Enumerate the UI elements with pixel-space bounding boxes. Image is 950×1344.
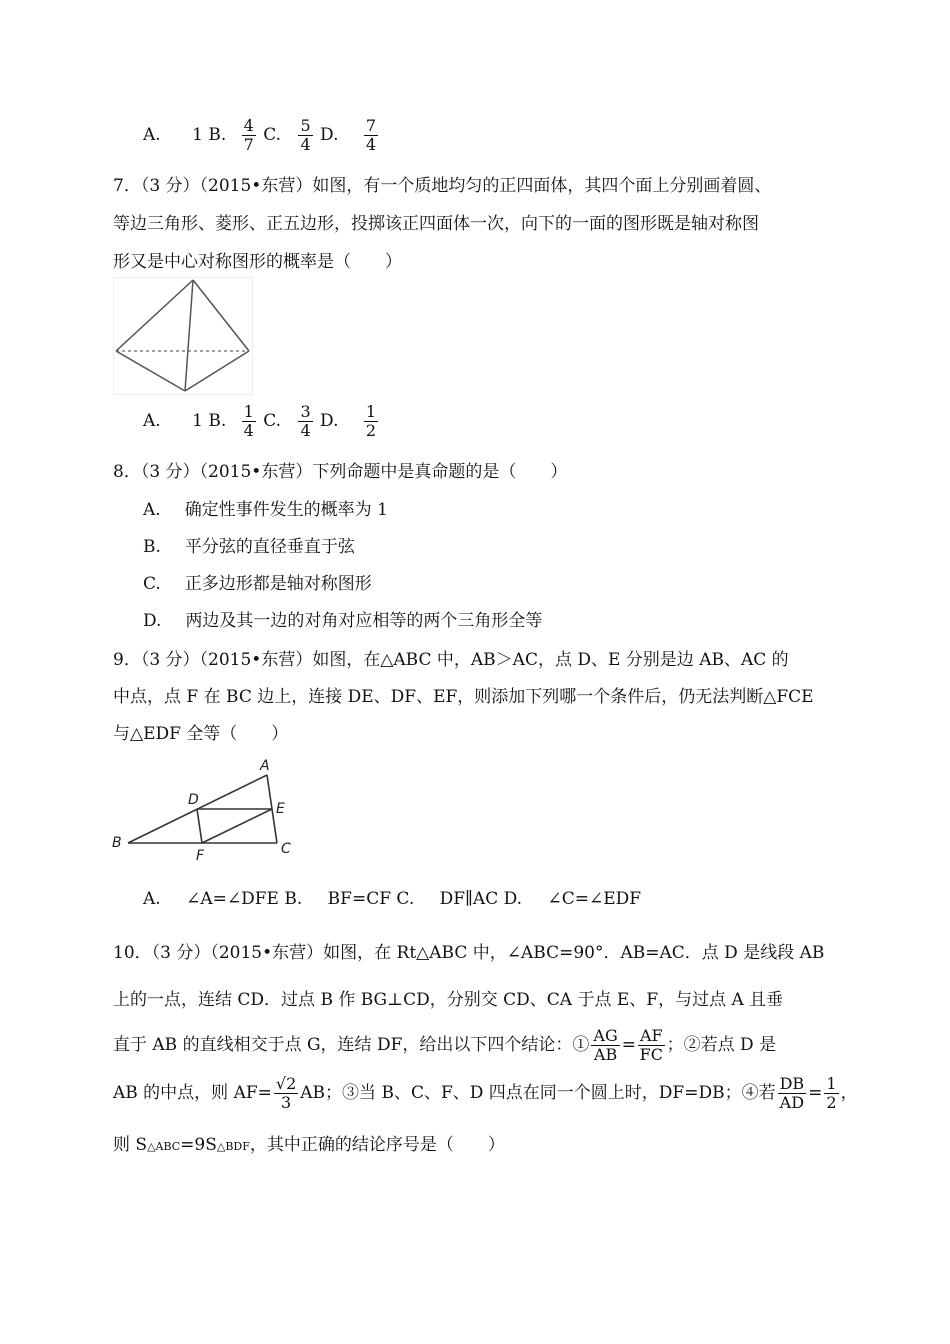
q7-line-1: 7．（3 分）（2015•东营）如图，有一个质地均匀的正四面体，其四个面上分别画着圆、 bbox=[113, 176, 772, 196]
q7-line-3: 形又是中心对称图形的概率是（ ） bbox=[113, 252, 402, 272]
label-e: E bbox=[276, 801, 285, 817]
q8-option-b: B. 平分弦的直径垂直于弦 bbox=[143, 537, 355, 557]
label-d: D bbox=[188, 792, 199, 808]
option-c-label: C. bbox=[263, 125, 282, 145]
figure-frame bbox=[114, 278, 253, 395]
q8-option-a: A. 确定性事件发生的概率为 1 bbox=[143, 500, 388, 520]
option-a-label: A. bbox=[143, 125, 161, 145]
q10-line-4: AB 的中点，则 AF= $\frac{√2}{3}$ AB；③当 B、C、F、D 四点在同一个圆上时，DF=DB；④若 $\frac{DB}{AD}$ = $\frac{1}{2}$ ， bbox=[113, 1074, 858, 1112]
option-b-fraction: $\frac{4}{7}$ bbox=[243, 116, 254, 154]
tetra-edge-right bbox=[193, 280, 249, 351]
q10-line-1: 10．（3 分）（2015•东营）如图，在 Rt△ABC 中，∠ABC=90°．AB=AC．点 D 是线段 AB bbox=[113, 943, 825, 963]
option-c-label: C. bbox=[396, 889, 415, 909]
q9-options bbox=[143, 889, 641, 909]
q9-line-1: 9．（3 分）（2015•东营）如图，在△ABC 中，AB＞AC，点 D、E 分别是边 AB、AC 的 bbox=[113, 650, 789, 670]
q9-line-2: 中点，点 F 在 BC 边上，连接 DE、DF、EF，则添加下列哪一个条件后，仍无法判断△FCE bbox=[113, 687, 814, 707]
q10-line-5: 则 S△ABC=9S△BDF，其中正确的结论序号是（ ） bbox=[113, 1135, 505, 1155]
label-a: A bbox=[260, 758, 270, 774]
q9-line-3: 与△EDF 全等（ ） bbox=[113, 724, 289, 744]
option-a-label: A. bbox=[143, 411, 161, 431]
option-a-label: A. bbox=[143, 889, 161, 909]
tetra-edge-bottom-right bbox=[185, 351, 249, 391]
option-b-label: B. bbox=[208, 411, 227, 431]
fraction-db-ad: $\frac{DB}{AD}$ bbox=[779, 1074, 805, 1112]
segment-ef bbox=[202, 809, 272, 843]
fraction-sqrt2-3: $\frac{√2}{3}$ bbox=[275, 1074, 297, 1112]
option-b-fraction: $\frac{1}{4}$ bbox=[243, 402, 254, 440]
option-c-fraction: $\frac{3}{4}$ bbox=[300, 402, 311, 440]
label-f: F bbox=[196, 848, 205, 863]
option-d-label: D. bbox=[320, 125, 339, 145]
q10-line-3: 直于 AB 的直线相交于点 G，连结 DF，给出以下四个结论：① $\frac{AG}{AB}$ = $\frac{AF}{FC}$ ；②若点 D 是 bbox=[113, 1026, 777, 1064]
option-d-fraction: $\frac{7}{4}$ bbox=[365, 116, 377, 154]
q10-line-2: 上的一点，连结 CD．过点 B 作 BG⊥CD，分别交 CD、CA 于点 E、F，与过点 A 且垂 bbox=[113, 990, 784, 1010]
option-c-text: DF∥AC bbox=[439, 889, 499, 909]
option-d-label: D. bbox=[503, 889, 523, 909]
triangle-figure bbox=[108, 755, 298, 863]
option-c-label: C. bbox=[263, 411, 282, 431]
tetra-edge-left bbox=[116, 280, 193, 351]
fraction-1-2: $\frac{1}{2}$ bbox=[826, 1074, 837, 1112]
q8-line-1: 8．（3 分）（2015•东营）下列命题中是真命题的是（ ） bbox=[113, 462, 568, 482]
label-b: B bbox=[112, 835, 122, 851]
option-d-label: D. bbox=[320, 411, 339, 431]
option-a-value: 1 bbox=[192, 411, 203, 431]
option-b-label: B. bbox=[208, 125, 227, 145]
option-b-label: B. bbox=[284, 889, 303, 909]
option-b-text: BF=CF bbox=[327, 889, 392, 909]
tetra-edge-center bbox=[185, 280, 193, 391]
segment-df bbox=[197, 809, 202, 843]
option-c-fraction: $\frac{5}{4}$ bbox=[300, 116, 311, 154]
tetra-edge-bottom-left bbox=[116, 351, 185, 391]
tetrahedron-figure bbox=[113, 277, 253, 395]
q8-option-d: D. 两边及其一边的对角对应相等的两个三角形全等 bbox=[143, 611, 543, 631]
label-c: C bbox=[281, 841, 291, 857]
fraction-ag-ab: $\frac{AG}{AB}$ bbox=[593, 1026, 618, 1064]
fraction-af-fc: $\frac{AF}{FC}$ bbox=[639, 1026, 663, 1064]
option-a-value: 1 bbox=[192, 125, 203, 145]
q6-options bbox=[143, 118, 380, 153]
option-a-text: ∠A=∠DFE bbox=[186, 889, 279, 909]
q7-line-2: 等边三角形、菱形、正五边形，投掷该正四面体一次，向下的一面的图形既是轴对称图 bbox=[113, 214, 759, 234]
option-d-text: ∠C=∠EDF bbox=[547, 889, 642, 909]
q7-options bbox=[143, 404, 380, 439]
q8-option-c: C. 正多边形都是轴对称图形 bbox=[143, 574, 372, 594]
option-d-fraction: $\frac{1}{2}$ bbox=[365, 402, 377, 440]
